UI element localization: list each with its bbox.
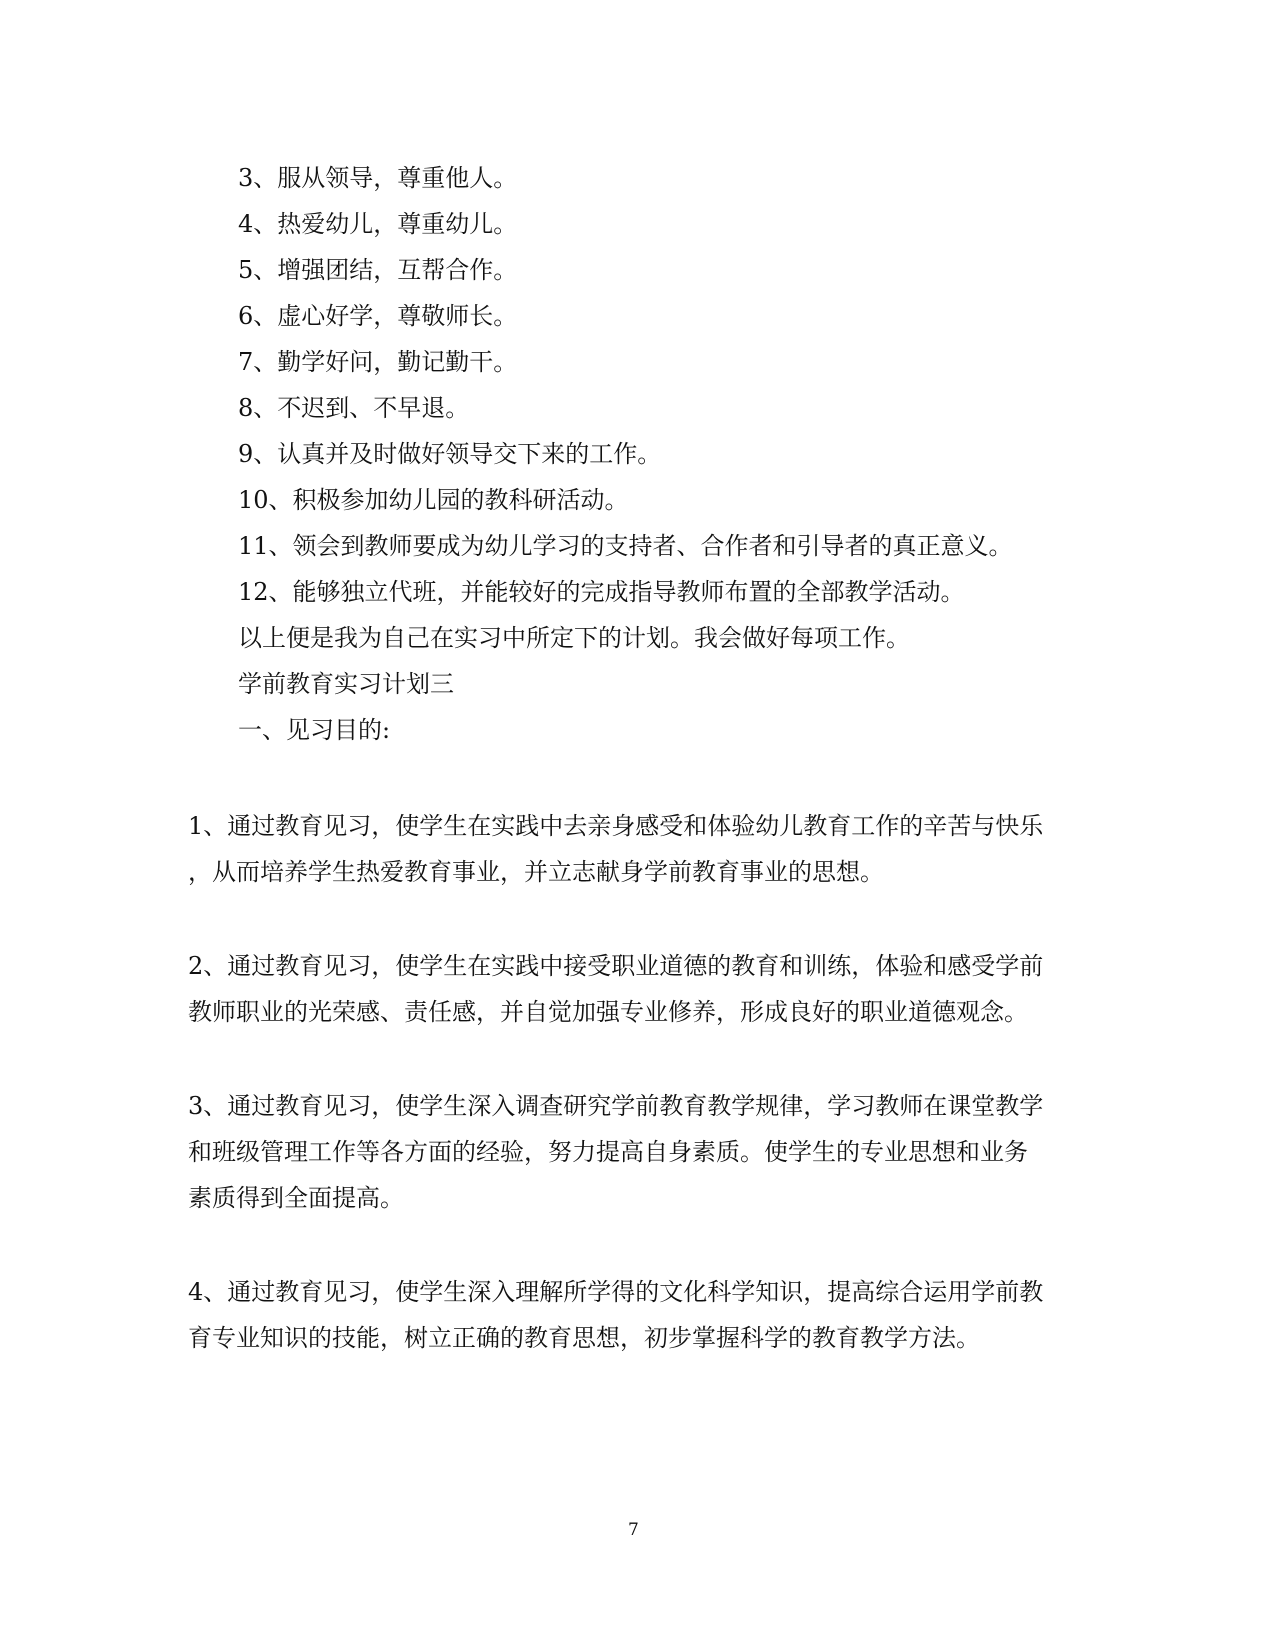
paragraph-line: ，从而培养学生热爱教育事业，并立志献身学前教育事业的思想。 <box>188 858 884 886</box>
list-item: 8、不迟到、不早退。 <box>238 394 470 422</box>
paragraph-line: 3、通过教育见习，使学生深入调查研究学前教育教学规律，学习教师在课堂教学 <box>188 1092 1044 1120</box>
closing-paragraph: 以上便是我为自己在实习中所定下的计划。我会做好每项工作。 <box>238 624 910 652</box>
paragraph-line: 2、通过教育见习，使学生在实践中接受职业道德的教育和训练，体验和感受学前 <box>188 952 1044 980</box>
list-item: 10、积极参加幼儿园的教科研活动。 <box>238 486 629 514</box>
list-item: 6、虚心好学，尊敬师长。 <box>238 302 518 330</box>
paragraph-line: 素质得到全面提高。 <box>188 1184 404 1212</box>
paragraph-line: 1、通过教育见习，使学生在实践中去亲身感受和体验幼儿教育工作的辛苦与快乐 <box>188 812 1044 840</box>
subsection-title: 一、见习目的: <box>238 716 391 744</box>
list-item: 7、勤学好问，勤记勤干。 <box>238 348 518 376</box>
paragraph-line: 和班级管理工作等各方面的经验，努力提高自身素质。使学生的专业思想和业务 <box>188 1138 1028 1166</box>
paragraph-line: 教师职业的光荣感、责任感，并自觉加强专业修养，形成良好的职业道德观念。 <box>188 998 1028 1026</box>
list-item: 5、增强团结，互帮合作。 <box>238 256 518 284</box>
list-item: 12、能够独立代班，并能较好的完成指导教师布置的全部教学活动。 <box>238 578 965 606</box>
list-item: 4、热爱幼儿，尊重幼儿。 <box>238 210 518 238</box>
section-title: 学前教育实习计划三 <box>238 670 454 698</box>
page-number: 7 <box>628 1520 639 1540</box>
paragraph-line: 4、通过教育见习，使学生深入理解所学得的文化科学知识，提高综合运用学前教 <box>188 1278 1044 1306</box>
list-item: 11、领会到教师要成为幼儿学习的支持者、合作者和引导者的真正意义。 <box>238 532 1013 560</box>
list-item: 9、认真并及时做好领导交下来的工作。 <box>238 440 662 468</box>
paragraph-line: 育专业知识的技能，树立正确的教育思想，初步掌握科学的教育教学方法。 <box>188 1324 980 1352</box>
list-item: 3、服从领导，尊重他人。 <box>238 164 518 192</box>
